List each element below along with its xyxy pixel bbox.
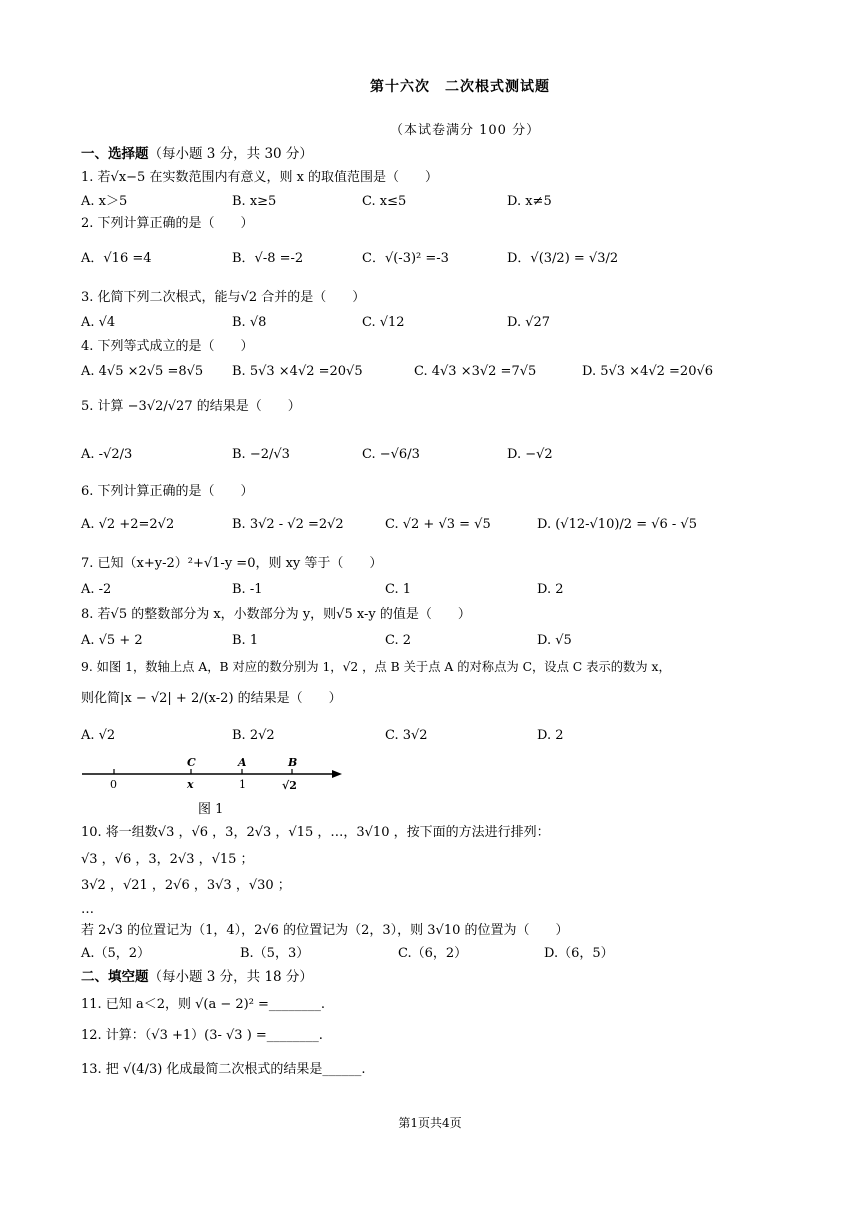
point-label-c: C <box>187 756 196 769</box>
number-line-figure <box>80 752 350 798</box>
page-title: 第十六次 二次根式测试题 <box>370 79 550 95</box>
section-title: 一、选择题 <box>81 146 149 162</box>
option-d: D. (√12-√10)/2 = √6 - √5 <box>537 517 697 532</box>
section-note: （每小题 3 分，共 18 分） <box>148 969 313 985</box>
question-stem: 8. 若√5 的整数部分为 x，小数部分为 y，则√5 x-y 的值是（ ） <box>81 607 471 622</box>
option-c: C. −√6/3 <box>362 447 420 462</box>
option-c: C. √12 <box>362 315 405 330</box>
option-c: C. √2 + √3 = √5 <box>385 517 491 532</box>
tick-label-sqrt2: √2 <box>282 779 297 792</box>
option-b: B. 1 <box>232 633 259 648</box>
option-b: B. x≥5 <box>232 194 277 209</box>
option-b: B. -1 <box>232 582 263 597</box>
option-a: A. √2 <box>81 728 116 743</box>
section-heading <box>81 968 313 986</box>
tick-label-zero: 0 <box>110 778 117 791</box>
question-stem: 5. 计算 −3√2/√27 的结果是（ ） <box>81 399 301 414</box>
question-stem: 9. 如图 1，数轴上点 A，B 对应的数分别为 1，√2 ，点 B 关于点 A 的对称点为 C，设点 C 表示的数为 x， <box>81 660 671 674</box>
option-a: A. -2 <box>81 582 112 597</box>
option-c: C. 1 <box>385 582 412 597</box>
tick-label-one: 1 <box>239 778 246 791</box>
question-stem: 2. 下列计算正确的是（ ） <box>81 216 254 231</box>
option-d: D. 2 <box>537 582 564 597</box>
option-a: A.（5，2） <box>81 946 151 961</box>
option-a: A. -√2/3 <box>81 447 133 462</box>
tick-label-x: x <box>187 778 194 791</box>
page-footer: 第1页共4页 <box>398 1116 462 1130</box>
fill-in-question: 11. 已知 a＜2，则 √(a − 2)² =________. <box>81 997 326 1012</box>
option-b: B. −2/√3 <box>232 447 290 462</box>
option-c: C.（6，2） <box>398 946 468 961</box>
option-c: C. 3√2 <box>385 728 428 743</box>
figure-caption: 图 1 <box>198 802 224 817</box>
page-subtitle: （本试卷满分 100 分） <box>390 123 541 138</box>
question-stem: 6. 下列计算正确的是（ ） <box>81 484 254 499</box>
option-d: D. √27 <box>507 315 551 330</box>
option-c: C. x≤5 <box>362 194 407 209</box>
question-stem-continued: 则化简|x − √2| + 2/(x-2) 的结果是（ ） <box>81 691 342 706</box>
question-condition: 若 2√3 的位置记为（1，4），2√6 的位置记为（2，3），则 3√10 的位置为（ ） <box>81 923 569 938</box>
question-stem: 1. 若√x−5 在实数范围内有意义，则 x 的取值范围是（ ） <box>81 170 439 185</box>
sequence-row: 3√2 ，√21 ，2√6 ，3√3 ，√30 ； <box>81 878 291 893</box>
sequence-ellipsis: … <box>81 902 94 917</box>
option-d: D. −√2 <box>507 447 553 462</box>
option-d: D. 2 <box>537 728 564 743</box>
option-a: A. x＞5 <box>81 194 128 209</box>
fill-in-question: 13. 把 √(4/3) 化成最简二次根式的结果是______. <box>81 1062 366 1077</box>
option-b: B. 3√2 - √2 =2√2 <box>232 517 344 532</box>
option-d: D.（6，5） <box>544 946 614 961</box>
section-note: （每小题 3 分，共 30 分） <box>148 146 313 162</box>
option-c: C. 2 <box>385 633 412 648</box>
option-a: A. 4√5 ×2√5 =8√5 <box>81 364 204 379</box>
option-b: B. 5√3 ×4√2 =20√5 <box>232 364 363 379</box>
option-a: A．√16 =4 <box>81 251 152 266</box>
option-d: D．√(3/2) = √3/2 <box>507 251 619 266</box>
section-title: 二、填空题 <box>81 969 149 985</box>
option-d: D. √5 <box>537 633 572 648</box>
option-b: B．√-8 =-2 <box>232 251 304 266</box>
option-c: C．√(-3)² =-3 <box>362 251 449 266</box>
option-a: A. √2 +2=2√2 <box>81 517 175 532</box>
option-a: A. √5 + 2 <box>81 633 143 648</box>
section-heading <box>81 145 313 163</box>
question-stem: 3. 化简下列二次根式，能与√2 合并的是（ ） <box>81 290 366 305</box>
sequence-row: √3 ，√6 ，3，2√3 ，√15 ； <box>81 852 254 867</box>
fill-in-question: 12. 计算：（√3 +1）(3- √3 ) =________. <box>81 1028 323 1043</box>
option-d: D. x≠5 <box>507 194 552 209</box>
question-stem: 4. 下列等式成立的是（ ） <box>81 339 254 354</box>
option-b: B.（5，3） <box>240 946 310 961</box>
point-label-a: A <box>238 756 247 769</box>
option-a: A. √4 <box>81 315 116 330</box>
point-label-b: B <box>288 756 298 769</box>
option-d: D. 5√3 ×4√2 =20√6 <box>582 364 714 379</box>
question-stem: 7. 已知（x+y-2）²+√1-y =0，则 xy 等于（ ） <box>81 556 383 571</box>
option-b: B. 2√2 <box>232 728 275 743</box>
option-c: C. 4√3 ×3√2 =7√5 <box>414 364 537 379</box>
option-b: B. √8 <box>232 315 267 330</box>
question-stem: 10. 将一组数√3 ，√6 ，3，2√3 ，√15 ，…，3√10 ，按下面的方法进行排列： <box>81 825 550 840</box>
arrow-right-icon <box>332 770 342 778</box>
